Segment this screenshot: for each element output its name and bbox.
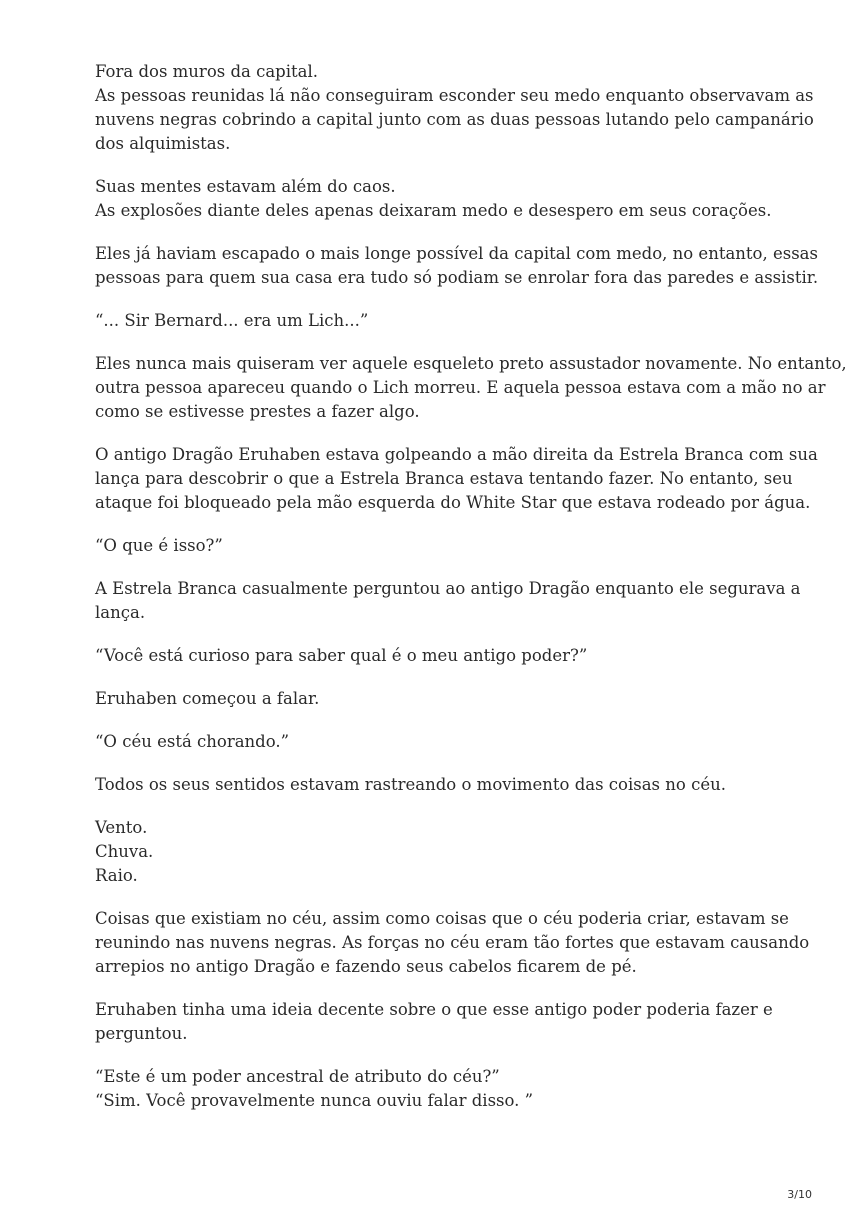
paragraph [95, 175, 795, 223]
paragraph [95, 352, 847, 424]
text-line: Coisas que existiam no céu, assim como coisas que o céu poderia criar, estavam se [95, 909, 789, 928]
text-line: lança para descobrir o que a Estrela Branca estava tentando fazer. No entanto, seu [95, 469, 793, 488]
text-line: “O céu está chorando.” [95, 732, 290, 751]
text-line: Eles já haviam escapado o mais longe possível da capital com medo, no entanto, essas [95, 244, 818, 263]
text-line: Eles nunca mais quiseram ver aquele esqueleto preto assustador novamente. No entanto, [95, 354, 847, 373]
paragraph [95, 687, 795, 711]
paragraph [95, 644, 795, 668]
text-line: Vento. [95, 818, 148, 837]
text-line: Raio. [95, 866, 138, 885]
text-line: pessoas para quem sua casa era tudo só podiam se enrolar fora das paredes e assistir. [95, 268, 819, 287]
paragraph [95, 60, 814, 156]
text-line: lança. [95, 603, 146, 622]
document-body [95, 60, 847, 1132]
text-line: reunindo nas nuvens negras. As forças no céu eram tão fortes que estavam causando [95, 933, 810, 952]
text-line: O antigo Dragão Eruhaben estava golpeando a mão direita da Estrela Branca com sua [95, 445, 818, 464]
text-line: “... Sir Bernard... era um Lich...” [95, 311, 369, 330]
text-line: Eruhaben tinha uma ideia decente sobre o que esse antigo poder poderia fazer e [95, 1000, 773, 1019]
paragraph [95, 816, 795, 888]
text-line: como se estivesse prestes a fazer algo. [95, 402, 420, 421]
paragraph [95, 998, 795, 1046]
text-line: Suas mentes estavam além do caos. [95, 177, 396, 196]
text-line: As pessoas reunidas lá não conseguiram esconder seu medo enquanto observavam as [95, 86, 814, 105]
paragraph [95, 907, 810, 979]
text-line: dos alquimistas. [95, 134, 231, 153]
paragraph [95, 443, 818, 515]
page-number: 3/10 [787, 1188, 812, 1201]
paragraph [95, 773, 795, 797]
text-line: outra pessoa apareceu quando o Lich morreu. E aquela pessoa estava com a mão no ar [95, 378, 826, 397]
paragraph [95, 309, 795, 333]
text-line: arrepios no antigo Dragão e fazendo seus cabelos ficarem de pé. [95, 957, 637, 976]
text-line: “Este é um poder ancestral de atributo do céu?” [95, 1067, 500, 1086]
paragraph [95, 577, 801, 625]
text-line: Fora dos muros da capital. [95, 62, 319, 81]
text-line: A Estrela Branca casualmente perguntou ao antigo Dragão enquanto ele segurava a [95, 579, 801, 598]
text-line: ataque foi bloqueado pela mão esquerda do White Star que estava rodeado por água. [95, 493, 811, 512]
paragraph [95, 534, 795, 558]
text-line: Eruhaben começou a falar. [95, 689, 320, 708]
paragraph [95, 730, 795, 754]
text-line: Todos os seus sentidos estavam rastreando o movimento das coisas no céu. [95, 775, 726, 794]
text-line: nuvens negras cobrindo a capital junto com as duas pessoas lutando pelo campanário [95, 110, 814, 129]
text-line: perguntou. [95, 1024, 188, 1043]
text-line: Chuva. [95, 842, 154, 861]
text-line: “O que é isso?” [95, 536, 223, 555]
text-line: “Sim. Você provavelmente nunca ouviu falar disso. ” [95, 1091, 534, 1110]
paragraph [95, 242, 819, 290]
text-line: As explosões diante deles apenas deixaram medo e desespero em seus corações. [95, 201, 772, 220]
text-line: “Você está curioso para saber qual é o meu antigo poder?” [95, 646, 588, 665]
paragraph [95, 1065, 795, 1113]
